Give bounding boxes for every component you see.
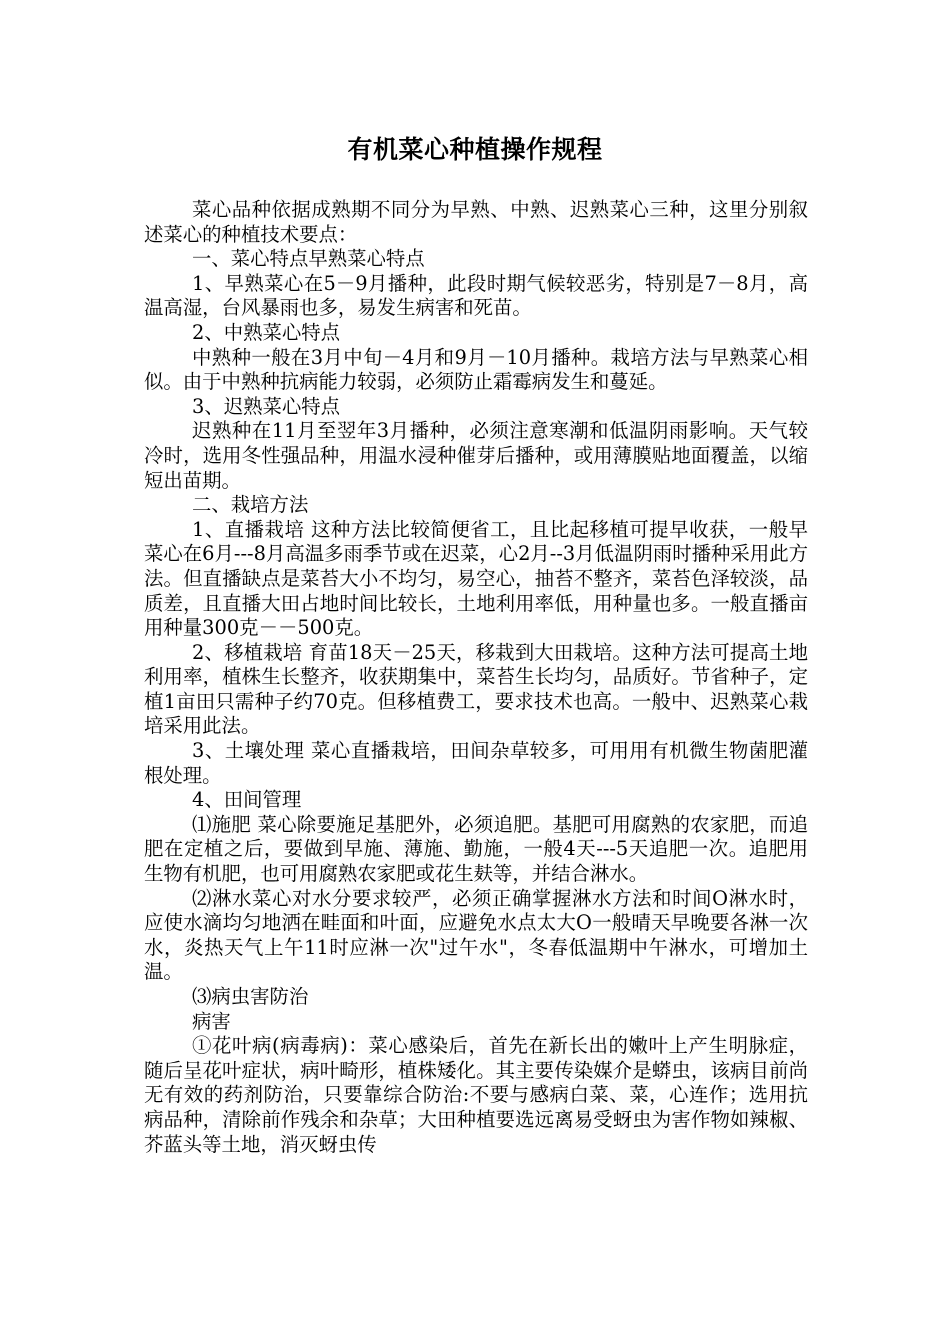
paragraph-late-maturing: 迟熟种在11月至翌年3月播种，必须注意寒潮和低温阴雨影响。天气较冷时，选用冬性强品种，用温水浸种催芽后播种，或用薄膜贴地面覆盖，以缩短出苗期。 [144,419,808,492]
paragraph-transplanting: 2、移植栽培 育苗18天－25天，移栽到大田栽培。这种方法可提高土地利用率，植株生长整齐，收获期集中，菜苔生长均匀，品质好。节省种子，定植1亩田只需种子约70克。但移植费工，要求技术也高。一般中、迟熟菜心栽培采用此法。 [144,640,808,738]
heading-section-2: 二、栽培方法 [192,493,309,517]
heading-pest-control: ⑶病虫害防治 [192,985,309,1008]
heading-field-management: 4、田间管理 [192,788,302,812]
paragraph-mid-maturing: 中熟种一般在3月中旬－4月和9月－10月播种。栽培方法与早熟菜心相似。由于中熟种抗病能力较弱，必须防止霜霉病发生和蔓延。 [144,345,808,394]
page-title: 有机菜心种植操作规程 [347,135,603,164]
paragraph-direct-sowing: 1、直播栽培 这种方法比较简便省工，且比起移植可提早收获，一般早菜心在6月---8月高温多雨季节或在迟菜，心2月--3月低温阴雨时播种采用此方法。但直播缺点是菜苔大小不均匀，易空心，抽苔不整齐，菜苔色泽较淡，品质差，且直播大田占地时间比较长，土地利用率低，用种量也多。一般直播亩用种量300克－－500克。 [144,517,808,640]
paragraph-watering: ⑵淋水菜心对水分要求较严，必须正确掌握淋水方法和时间O淋水时，应使水滴均匀地洒在畦面和叶面，应避免水点太大O一般晴天早晚要各淋一次水，炎热天气上午11时应淋一次"过午水"，冬春低温期中午淋水，可增加土温。 [144,886,808,984]
paragraph-mosaic-virus: ①花叶病(病毒病)：菜心感染后，首先在新长出的嫩叶上产生明脉症，随后呈花叶症状，病叶畸形，植株矮化。其主要传染媒介是蟒虫，该病目前尚无有效的药剂防治，只要靠综合防治:不要与感病白菜、菜，心连作；选用抗病品种，清除前作残余和杂草；大田种植要选远离易受蚜虫为害作物如辣椒、芥蓝头等土地，消灭蚜虫传 [144,1034,808,1156]
heading-mid-maturing: 2、中熟菜心特点 [192,320,341,344]
heading-late-maturing: 3、迟熟菜心特点 [192,394,341,418]
heading-diseases: 病害 [192,1009,231,1033]
paragraph-early-maturing: 1、早熟菜心在5－9月播种，此段时期气候较恶劣，特别是7－8月，高温高湿，台风暴雨也多，易发生病害和死苗。 [144,271,808,320]
paragraph-soil-treatment: 3、土壤处理 菜心直播栽培，田间杂草较多，可用用有机微生物菌肥灌根处理。 [144,739,808,787]
heading-section-1: 一、菜心特点早熟菜心特点 [192,247,425,271]
document-body [144,198,808,1157]
paragraph-fertilizing: ⑴施肥 菜心除要施足基肥外，必须追肥。基肥可用腐熟的农家肥，而追肥在定植之后，要做到早施、薄施、勤施，一般4天---5天追肥一次。追肥用生物有机肥，也可用腐熟农家肥或花生麸等，并结合淋水。 [144,812,808,886]
paragraph-intro: 菜心品种依据成熟期不同分为早熟、中熟、迟熟菜心三种，这里分别叙述菜心的种植技术要点： [144,198,808,246]
